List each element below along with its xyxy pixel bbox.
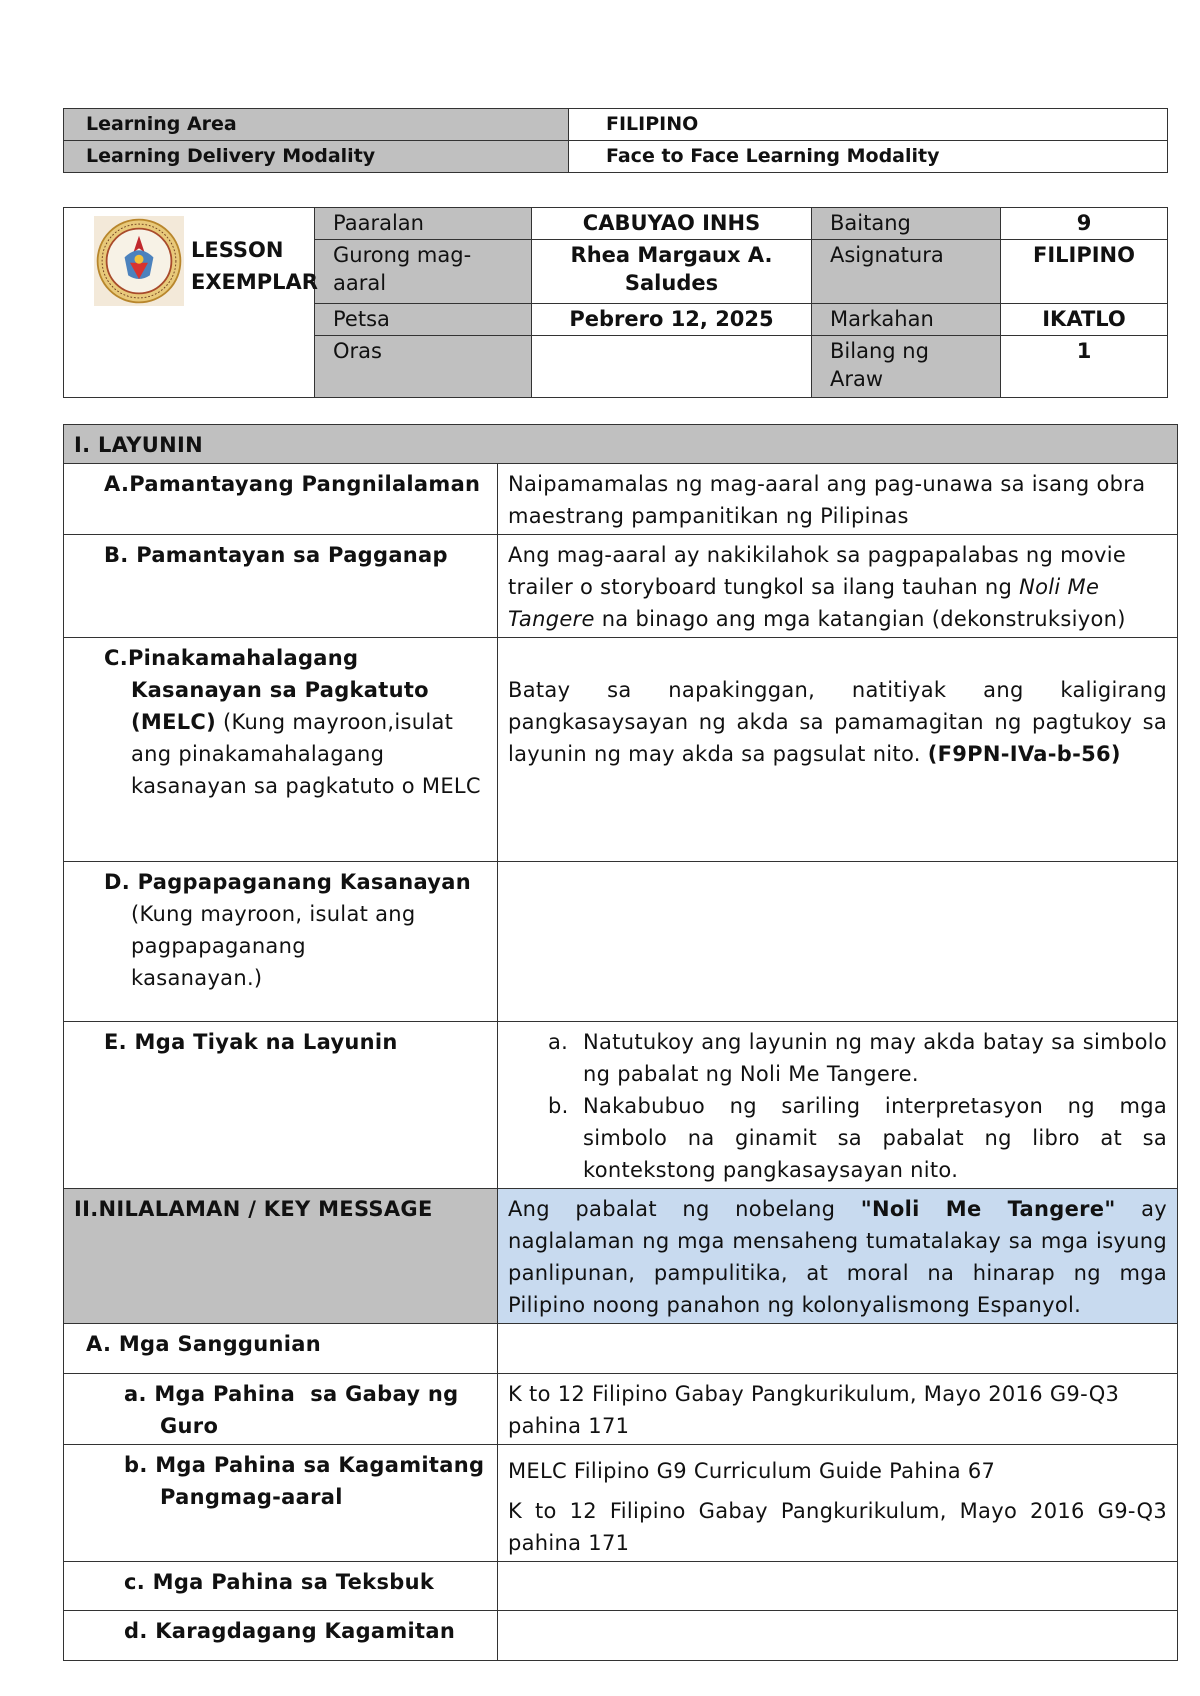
kagamitang-label-line1: b. Mga Pahina sa Kagamitang — [124, 1453, 485, 1477]
petsa-label: Petsa — [315, 304, 532, 336]
guro-value: Rhea Margaux A. Saludes — [532, 240, 812, 304]
melc-label-bold: Kasanayan sa Pagkatuto (MELC) — [131, 678, 429, 734]
kagamitang-value — [498, 1445, 1178, 1562]
pagpapaganang-label — [64, 862, 498, 1022]
delivery-modality-row — [64, 141, 1168, 173]
list-item — [548, 1090, 1168, 1186]
lesson-exemplar-title — [191, 234, 318, 298]
paaralan-label: Paaralan — [315, 208, 532, 240]
sanggunian-label: A. Mga Sanggunian — [64, 1324, 498, 1374]
nilalaman-text-post: ay naglalaman ng mga mensaheng tumatalakay sa mga isyung panlipunan, pampulitika, at moral na hinarap ng mga Pilipino noong panahon ng kolonyalismong Espanyol. — [508, 1197, 1168, 1317]
lesson-content-table — [63, 424, 1178, 1661]
baitang-value: 9 — [1001, 208, 1168, 240]
melc-code: (F9PN-IVa-b-56) — [927, 742, 1121, 766]
learning-area-row — [64, 109, 1168, 141]
pagpapaganang-value — [498, 862, 1178, 1022]
melc-label — [64, 638, 498, 862]
layunin-section-title: I. LAYUNIN — [64, 425, 1178, 464]
markahan-value: IKATLO — [1001, 304, 1168, 336]
melc-label-rest — [104, 674, 487, 802]
paaralan-value: CABUYAO INHS — [532, 208, 812, 240]
pamantayan-pagganap-value — [498, 535, 1178, 638]
pagpapaganang-label-note: (Kung mayroon, isulat ang pagpapaganang kasanayan.) — [131, 902, 416, 990]
pamantayang-pangnilalaman-value: Naipamamalas ng mag-aaral ang pag-unawa sa isang obra maestrang pampanitikan ng Pilipinas — [498, 464, 1178, 535]
baitang-label: Baitang — [812, 208, 1001, 240]
bilang-value: 1 — [1001, 336, 1168, 398]
melc-value — [498, 638, 1178, 862]
oras-label: Oras — [315, 336, 532, 398]
pamantayan-pagganap-label: B. Pamantayan sa Pagganap — [64, 535, 498, 638]
list-item — [548, 1026, 1168, 1090]
nilalaman-title: "Noli Me Tangere" — [860, 1197, 1116, 1221]
gabay-guro-value: K to 12 Filipino Gabay Pangkurikulum, Mayo 2016 G9-Q3 pahina 171 — [498, 1374, 1178, 1445]
list-text: Natutukoy ang layunin ng may akda batay sa simbolo ng pabalat ng Noli Me Tangere. — [583, 1030, 1168, 1086]
deped-seal-icon — [94, 216, 184, 306]
pagganap-text-italic: Noli Me Tangere — [508, 575, 1100, 631]
kagamitang-row — [64, 1445, 1178, 1562]
nilalaman-text-pre: Ang pabalat ng nobelang — [508, 1197, 861, 1221]
gabay-guro-label-line2: Guro — [160, 1414, 219, 1438]
pagpapaganang-label-title: D. Pagpapaganang Kasanayan — [104, 870, 471, 894]
nilalaman-row — [64, 1189, 1178, 1324]
oras-value — [532, 336, 812, 398]
nilalaman-label: II.NILALAMAN / KEY MESSAGE — [64, 1189, 498, 1324]
asignatura-value: FILIPINO — [1001, 240, 1168, 304]
tiyak-na-layunin-list — [508, 1026, 1167, 1186]
kagamitang-label-line2: Pangmag-aaral — [160, 1485, 343, 1509]
tiyak-na-layunin-label: E. Mga Tiyak na Layunin — [64, 1022, 498, 1189]
nilalaman-value — [498, 1189, 1178, 1324]
pamantayan-pagganap-row — [64, 535, 1178, 638]
asignatura-label: Asignatura — [812, 240, 1001, 304]
gabay-guro-label-line1: a. Mga Pahina sa Gabay ng — [124, 1382, 459, 1406]
title-line1: LESSON — [191, 238, 284, 262]
gabay-guro-row — [64, 1374, 1178, 1445]
tiyak-na-layunin-value — [498, 1022, 1178, 1189]
markahan-label: Markahan — [812, 304, 1001, 336]
teksbuk-value — [498, 1562, 1178, 1611]
kagamitang-label — [64, 1445, 498, 1562]
pamantayang-pangnilalaman-row — [64, 464, 1178, 535]
melc-label-line1: C.Pinakamahalagang — [104, 646, 359, 670]
teksbuk-row — [64, 1562, 1178, 1611]
delivery-modality-value: Face to Face Learning Modality — [569, 141, 1168, 173]
list-text: Nakabubuo ng sariling interpretasyon ng mga simbolo na ginamit sa pabalat ng libro at sa kontekstong pangkasaysayan nito. — [583, 1094, 1168, 1182]
sanggunian-value — [498, 1324, 1178, 1374]
melc-label-note: (Kung mayroon,isulat ang pinakamahalagang kasanayan sa pagkatuto o MELC — [131, 710, 481, 798]
guro-label: Gurong mag-aaral — [315, 240, 532, 304]
bilang-label: Bilang ng Araw — [812, 336, 1001, 398]
gabay-guro-label — [64, 1374, 498, 1445]
kagamitang-value-2: K to 12 Filipino Gabay Pangkurikulum, Mayo 2016 G9-Q3 pahina 171 — [508, 1499, 1168, 1555]
karagdagang-row — [64, 1611, 1178, 1661]
list-marker: a. — [548, 1030, 569, 1054]
petsa-value: Pebrero 12, 2025 — [532, 304, 812, 336]
list-marker: b. — [548, 1094, 569, 1118]
learning-area-value: FILIPINO — [569, 109, 1168, 141]
pagpapaganang-row — [64, 862, 1178, 1022]
pagganap-text-post: na binago ang mga katangian (dekonstruksiyon) — [594, 607, 1126, 631]
karagdagang-label: d. Karagdagang Kagamitan — [64, 1611, 498, 1661]
delivery-modality-label: Learning Delivery Modality — [64, 141, 569, 173]
sanggunian-row — [64, 1324, 1178, 1374]
melc-row — [64, 638, 1178, 862]
learning-area-label: Learning Area — [64, 109, 569, 141]
tiyak-na-layunin-row — [64, 1022, 1178, 1189]
title-line2: EXEMPLAR — [191, 270, 318, 294]
kagamitang-value-1: MELC Filipino G9 Curriculum Guide Pahina 67 — [508, 1459, 996, 1483]
pagganap-text-pre: Ang mag-aaral ay nakikilahok sa pagpapalabas ng movie trailer o storyboard tungkol sa ilang tauhan ng — [508, 543, 1127, 599]
exemplar-header-table — [63, 207, 1168, 398]
learning-info-table — [63, 108, 1168, 173]
teksbuk-label: c. Mga Pahina sa Teksbuk — [64, 1562, 498, 1611]
pamantayang-pangnilalaman-label: A.Pamantayang Pangnilalaman — [64, 464, 498, 535]
melc-value-text: Batay sa napakinggan, natitiyak ang kaligirang pangkasaysayan ng akda sa pamamagitan ng pagtukoy sa layunin ng may akda sa pagsulat nito. — [508, 678, 1168, 766]
karagdagang-value — [498, 1611, 1178, 1661]
logo-cell — [64, 208, 318, 398]
